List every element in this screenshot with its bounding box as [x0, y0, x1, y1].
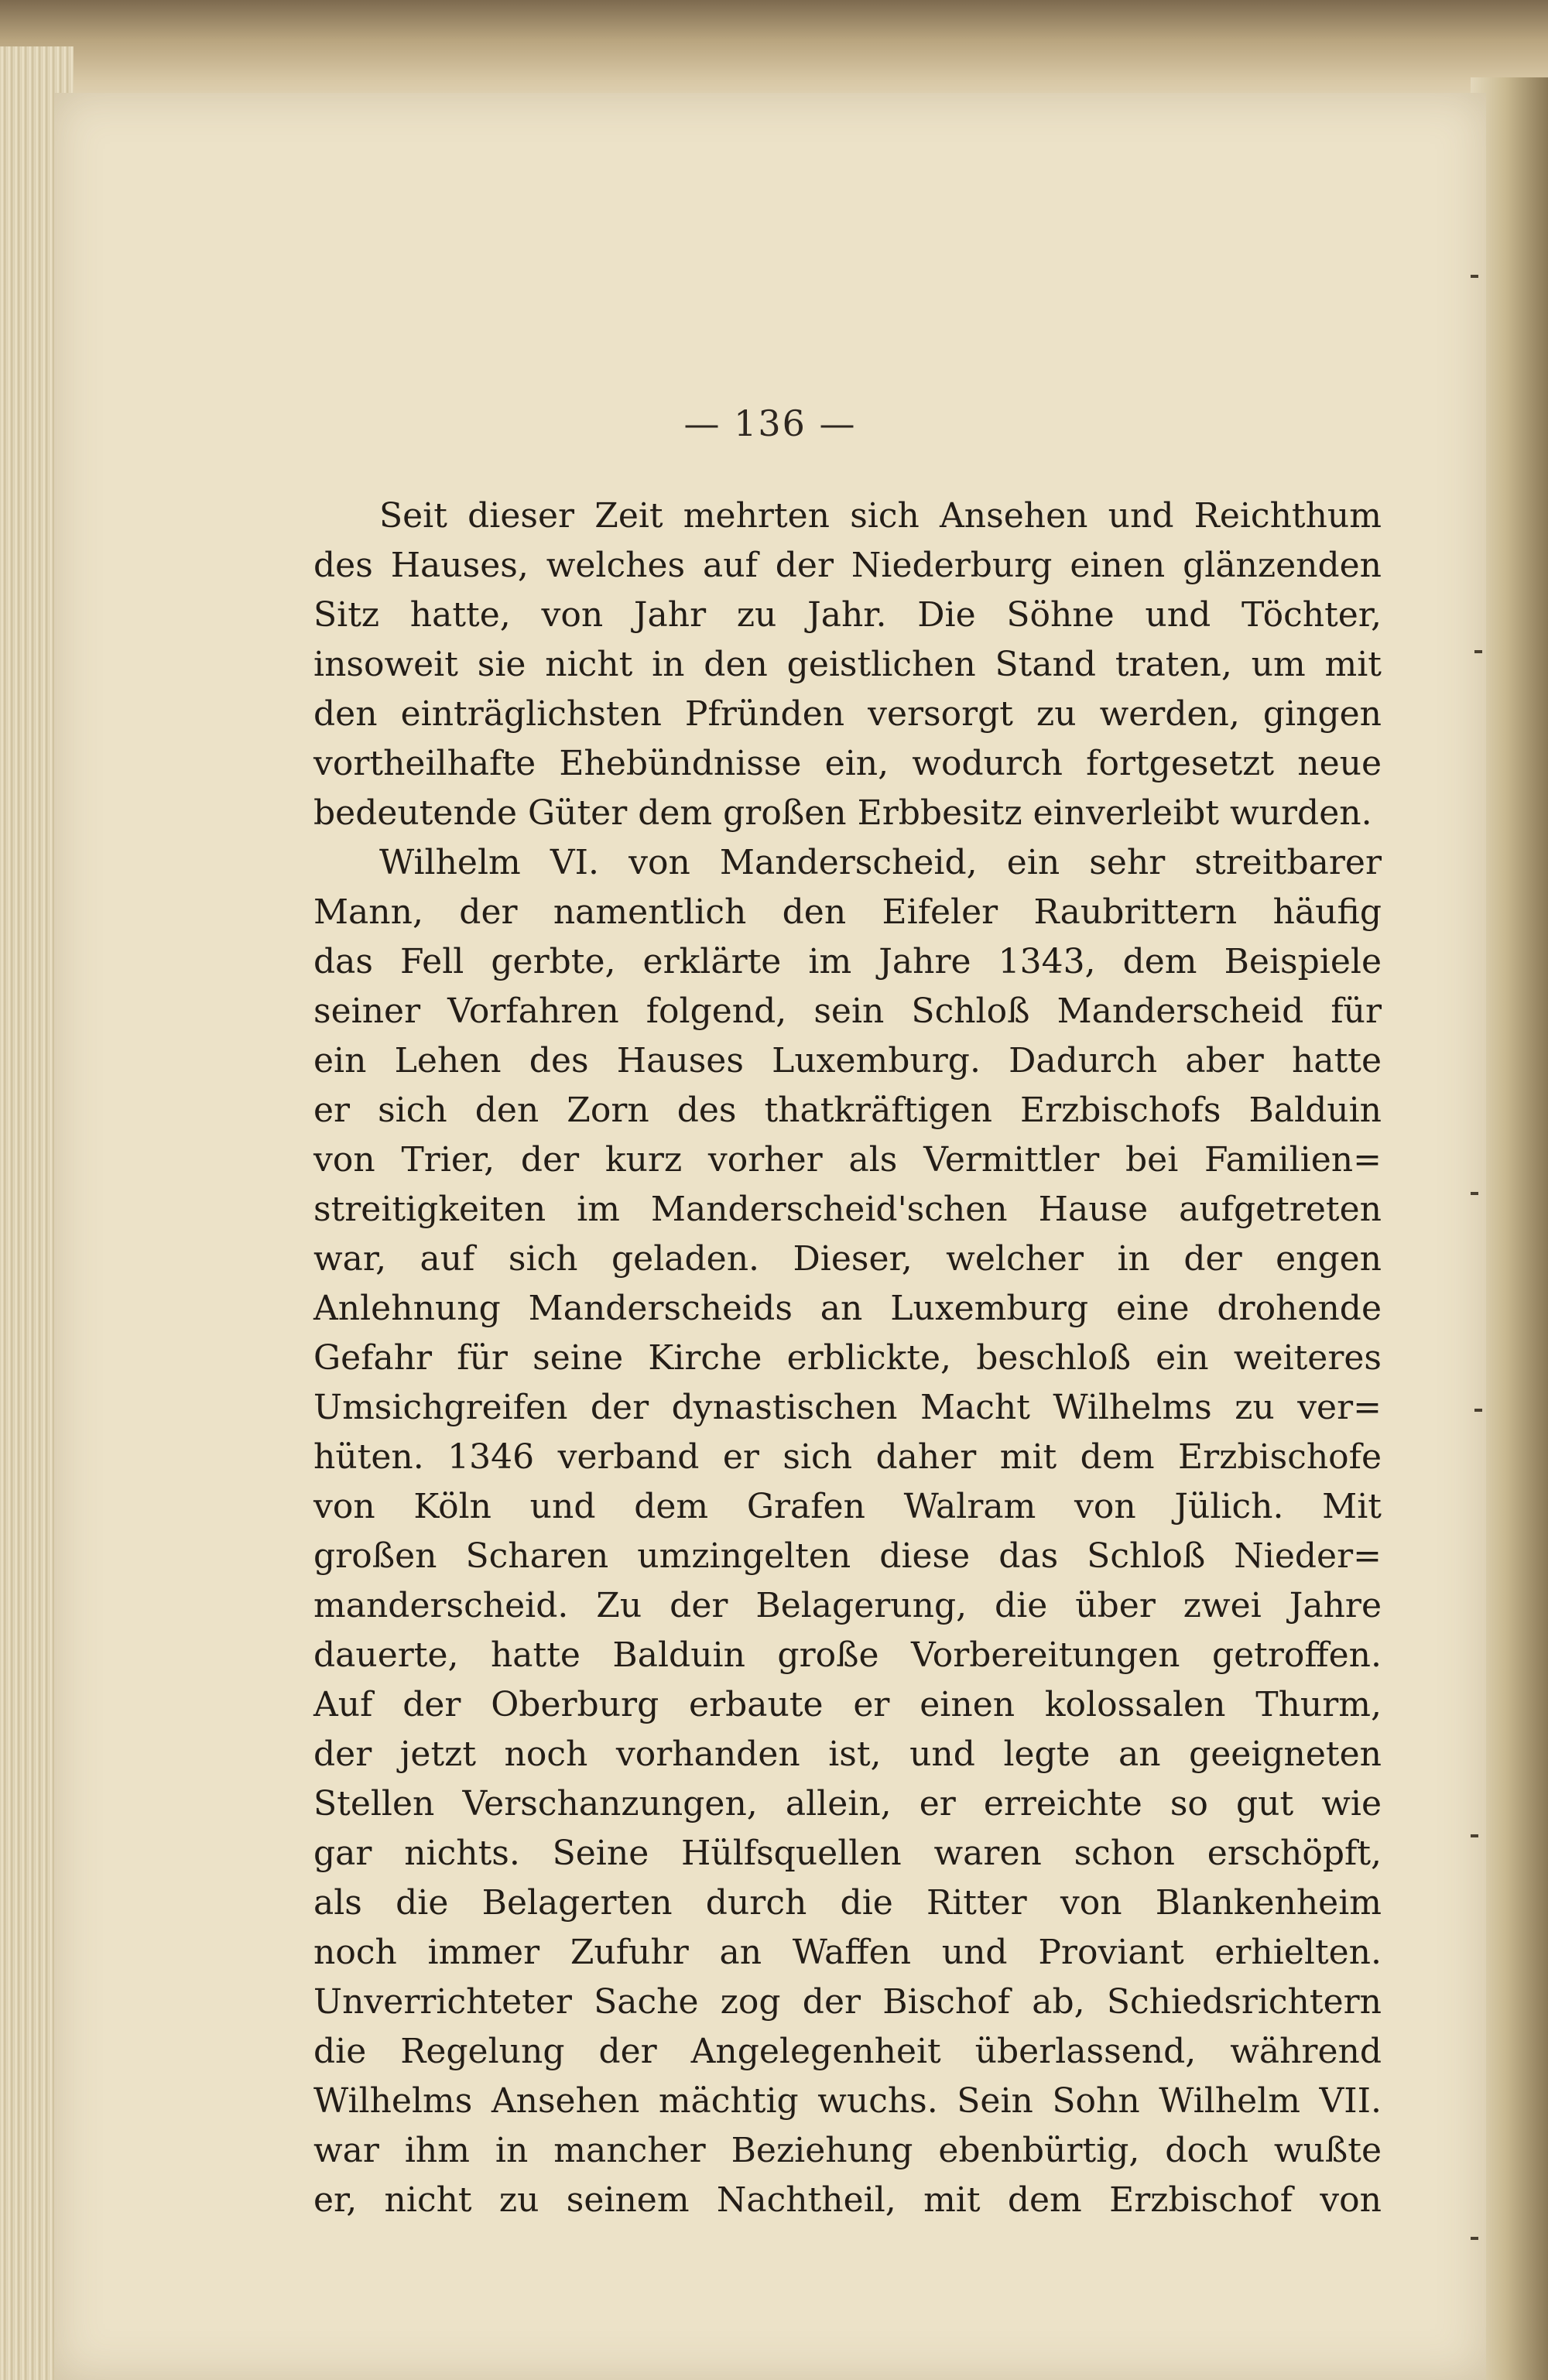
text-line: er, nicht zu seinem Nachtheil, mit dem Erzbischof von — [313, 2180, 1382, 2220]
text-line: noch immer Zufuhr an Waffen und Proviant erhielten. — [313, 1933, 1382, 1972]
text-line: manderscheid. Zu der Belagerung, die über zwei Jahre — [313, 1586, 1382, 1625]
text-line: gar nichts. Seine Hülfsquellen waren schon erschöpft, — [313, 1834, 1382, 1873]
margin-mark — [1471, 275, 1478, 278]
text-line: bedeutende Güter dem großen Erbbesitz einverleibt wurden. — [313, 793, 1372, 833]
text-line: das Fell gerbte, erklärte im Jahre 1343, dem Beispiele — [313, 942, 1382, 981]
text-line: Unverrichteter Sache zog der Bischof ab, Schiedsrichtern — [313, 1982, 1382, 2022]
text-line: dauerte, hatte Balduin große Vorbereitungen getroffen. — [313, 1635, 1382, 1675]
text-line: Seit dieser Zeit mehrten sich Ansehen und Reichthum — [379, 496, 1382, 536]
text-line: Stellen Verschanzungen, allein, er erreichte so gut wie — [313, 1784, 1382, 1824]
text-line: Anlehnung Manderscheids an Luxemburg eine drohende — [313, 1289, 1382, 1328]
text-line: des Hauses, welches auf der Niederburg einen glänzenden — [313, 546, 1382, 585]
text-line: Gefahr für seine Kirche erblickte, beschloß ein weiteres — [313, 1338, 1382, 1378]
text-line: der jetzt noch vorhanden ist, und legte an geeigneten — [313, 1734, 1382, 1774]
text-line: Sitz hatte, von Jahr zu Jahr. Die Söhne und Töchter, — [313, 595, 1382, 635]
book-page — [54, 93, 1486, 2380]
text-line: war, auf sich geladen. Dieser, welcher in der engen — [313, 1239, 1382, 1279]
text-line: Wilhelms Ansehen mächtig wuchs. Sein Sohn Wilhelm VII. — [313, 2081, 1382, 2121]
text-line: hüten. 1346 verband er sich daher mit dem Erzbischofe — [313, 1437, 1382, 1477]
margin-mark — [1474, 1409, 1482, 1412]
text-line: Mann, der namentlich den Eifeler Raubrittern häufig — [313, 892, 1382, 932]
text-line: großen Scharen umzingelten diese das Schloß Nieder= — [313, 1536, 1382, 1576]
text-line: er sich den Zorn des thatkräftigen Erzbischofs Balduin — [313, 1091, 1382, 1130]
margin-mark — [1474, 650, 1482, 653]
body-text — [313, 491, 1382, 2225]
text-line: den einträglichsten Pfründen versorgt zu werden, gingen — [313, 694, 1382, 734]
text-line: als die Belagerten durch die Ritter von Blankenheim — [313, 1883, 1382, 1923]
text-line: insoweit sie nicht in den geistlichen Stand traten, um mit — [313, 645, 1382, 684]
margin-mark — [1471, 1192, 1478, 1195]
text-line: von Trier, der kurz vorher als Vermittler bei Familien= — [313, 1140, 1382, 1180]
margin-mark — [1471, 2237, 1478, 2240]
text-line: seiner Vorfahren folgend, sein Schloß Manderscheid für — [313, 991, 1382, 1031]
text-line: streitigkeiten im Manderscheid'schen Hause aufgetreten — [313, 1190, 1382, 1229]
text-line: ein Lehen des Hauses Luxemburg. Dadurch aber hatte — [313, 1041, 1382, 1080]
text-line: Umsichgreifen der dynastischen Macht Wilhelms zu ver= — [313, 1388, 1382, 1427]
text-line: Auf der Oberburg erbaute er einen kolossalen Thurm, — [313, 1685, 1382, 1724]
text-line: die Regelung der Angelegenheit überlassend, während — [313, 2032, 1382, 2071]
text-line: von Köln und dem Grafen Walram von Jülich. Mit — [313, 1487, 1382, 1526]
text-line: Wilhelm VI. von Manderscheid, ein sehr streitbarer — [379, 843, 1382, 882]
page-number: — 136 — — [683, 402, 857, 444]
margin-mark — [1471, 1834, 1478, 1837]
text-line: vortheilhafte Ehebündnisse ein, wodurch fortgesetzt neue — [313, 744, 1382, 783]
text-line: war ihm in mancher Beziehung ebenbürtig, doch wußte — [313, 2131, 1382, 2170]
